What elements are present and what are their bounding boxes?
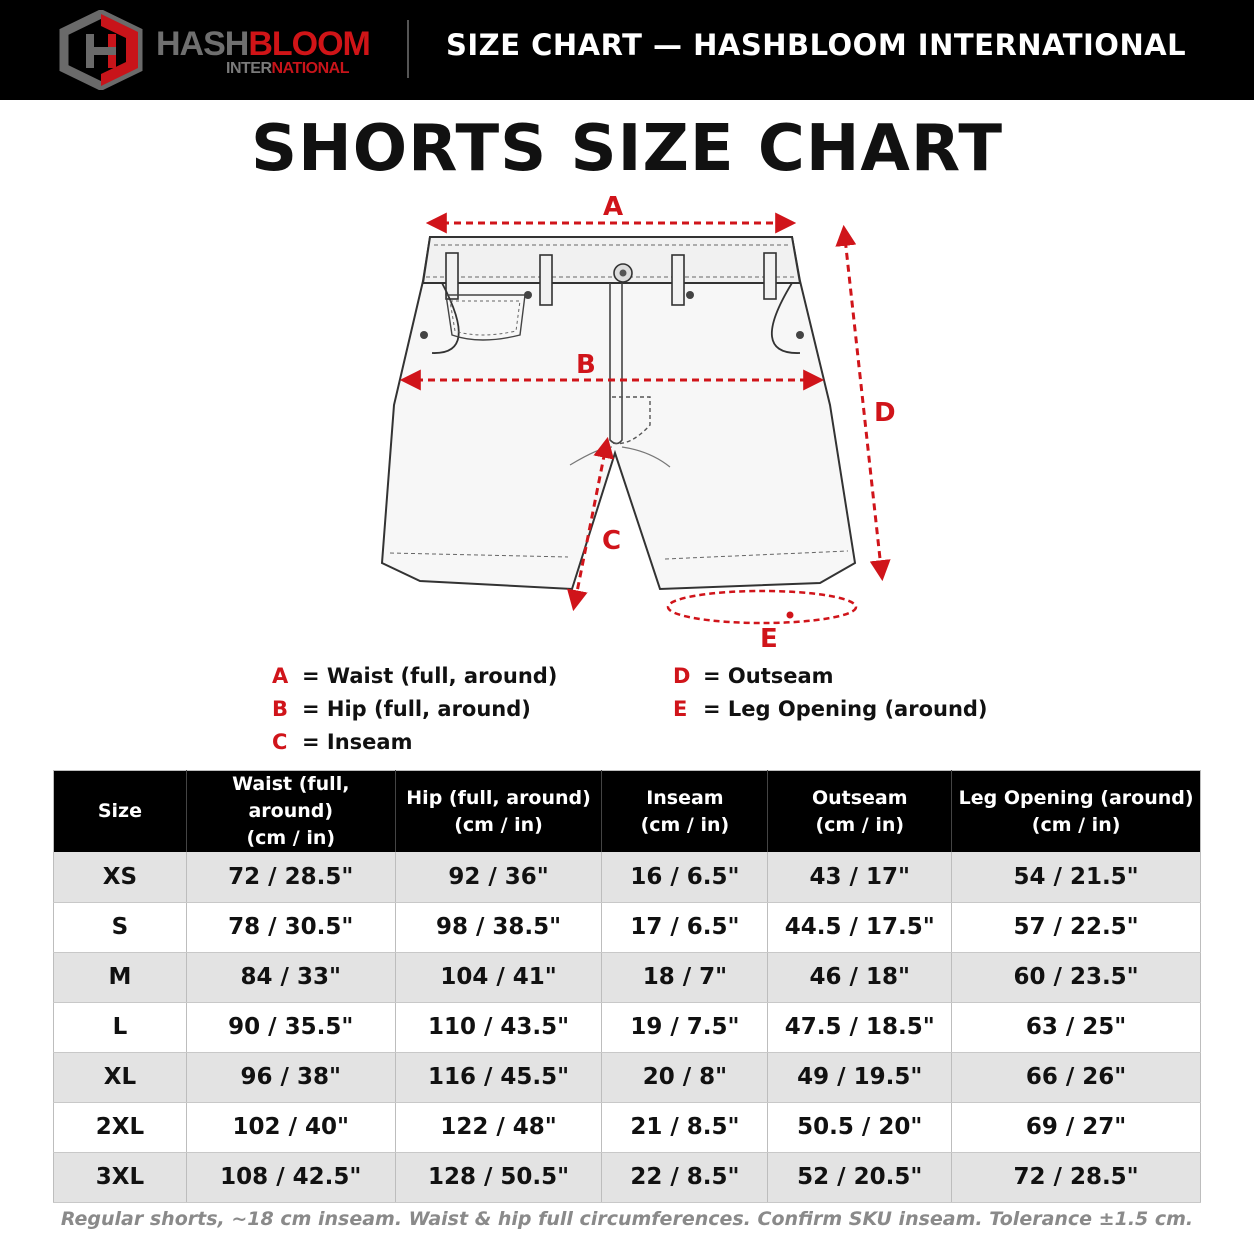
table-cell: 102 / 40" xyxy=(186,1102,395,1152)
table-cell: 122 / 48" xyxy=(395,1102,602,1152)
table-cell: 84 / 33" xyxy=(186,952,395,1002)
table-cell: 16 / 6.5" xyxy=(602,852,768,902)
table-cell: M xyxy=(54,952,187,1002)
legend-item-outseam: D = Outseam xyxy=(673,664,834,688)
column-header-outseam: Outseam (cm / in) xyxy=(768,771,952,853)
table-cell: 54 / 21.5" xyxy=(952,852,1201,902)
table-cell: 47.5 / 18.5" xyxy=(768,1002,952,1052)
table-cell: XL xyxy=(54,1052,187,1102)
legend-right xyxy=(673,660,988,726)
table-row xyxy=(54,1052,1201,1102)
table-cell: 90 / 35.5" xyxy=(186,1002,395,1052)
column-header-size: Size xyxy=(54,771,187,853)
table-row xyxy=(54,852,1201,902)
footnote: Regular shorts, ~18 cm inseam. Waist & hip full circumferences. Confirm SKU inseam. Tolerance ±1.5 cm. xyxy=(60,1208,1194,1230)
table-cell: 22 / 8.5" xyxy=(602,1152,768,1202)
logo-subtitle: INTERNATIONAL xyxy=(226,60,349,77)
table-row xyxy=(54,1152,1201,1202)
diagram-label-d: D xyxy=(874,398,896,428)
table-cell: 18 / 7" xyxy=(602,952,768,1002)
column-header-leg-opening: Leg Opening (around) (cm / in) xyxy=(952,771,1201,853)
diagram-label-a: A xyxy=(603,192,624,222)
logo-wordmark: HASHBLOOM xyxy=(156,25,370,63)
table-row xyxy=(54,952,1201,1002)
header-title: SIZE CHART — HASHBLOOM INTERNATIONAL xyxy=(446,28,1187,62)
table-cell: L xyxy=(54,1002,187,1052)
table-cell: 72 / 28.5" xyxy=(952,1152,1201,1202)
header-bar xyxy=(0,0,1254,100)
table-cell: 110 / 43.5" xyxy=(395,1002,602,1052)
table-cell: 128 / 50.5" xyxy=(395,1152,602,1202)
legend-item-leg-opening: E = Leg Opening (around) xyxy=(673,697,988,721)
size-table xyxy=(53,770,1201,1203)
table-row xyxy=(54,1002,1201,1052)
table-cell: 20 / 8" xyxy=(602,1052,768,1102)
legend-item-waist: A = Waist (full, around) xyxy=(272,664,558,688)
table-cell: 78 / 30.5" xyxy=(186,902,395,952)
table-cell: 46 / 18" xyxy=(768,952,952,1002)
table-cell: 60 / 23.5" xyxy=(952,952,1201,1002)
table-cell: 66 / 26" xyxy=(952,1052,1201,1102)
table-cell: 43 / 17" xyxy=(768,852,952,902)
table-cell: 98 / 38.5" xyxy=(395,902,602,952)
table-cell: 108 / 42.5" xyxy=(186,1152,395,1202)
table-cell: 63 / 25" xyxy=(952,1002,1201,1052)
table-cell: 96 / 38" xyxy=(186,1052,395,1102)
table-row xyxy=(54,1102,1201,1152)
page-title: SHORTS SIZE CHART xyxy=(251,112,1003,186)
table-cell: 116 / 45.5" xyxy=(395,1052,602,1102)
table-header-row xyxy=(54,771,1201,853)
table-row xyxy=(54,902,1201,952)
diagram-label-b: B xyxy=(576,350,596,380)
legend-left xyxy=(272,660,557,759)
table-cell: XS xyxy=(54,852,187,902)
brand-logo xyxy=(56,10,376,90)
table-cell: 50.5 / 20" xyxy=(768,1102,952,1152)
legend-item-hip: B = Hip (full, around) xyxy=(272,697,531,721)
table-cell: 57 / 22.5" xyxy=(952,902,1201,952)
leg-opening-ring xyxy=(668,591,856,623)
table-cell: 3XL xyxy=(54,1152,187,1202)
table-cell: 52 / 20.5" xyxy=(768,1152,952,1202)
table-cell: 72 / 28.5" xyxy=(186,852,395,902)
table-cell: 17 / 6.5" xyxy=(602,902,768,952)
table-cell: 104 / 41" xyxy=(395,952,602,1002)
column-header-hip: Hip (full, around) (cm / in) xyxy=(395,771,602,853)
header-divider xyxy=(407,20,409,78)
hexagon-logo-icon xyxy=(56,10,146,90)
diagram-label-c: C xyxy=(602,526,622,556)
legend-item-inseam: C = Inseam xyxy=(272,730,413,754)
shorts-diagram xyxy=(360,185,900,655)
table-cell: S xyxy=(54,902,187,952)
table-cell: 44.5 / 17.5" xyxy=(768,902,952,952)
table-cell: 2XL xyxy=(54,1102,187,1152)
column-header-waist: Waist (full, around) (cm / in) xyxy=(186,771,395,853)
diagram-label-e: E xyxy=(760,624,778,654)
table-cell: 19 / 7.5" xyxy=(602,1002,768,1052)
table-cell: 21 / 8.5" xyxy=(602,1102,768,1152)
table-cell: 49 / 19.5" xyxy=(768,1052,952,1102)
column-header-inseam: Inseam (cm / in) xyxy=(602,771,768,853)
table-cell: 69 / 27" xyxy=(952,1102,1201,1152)
table-cell: 92 / 36" xyxy=(395,852,602,902)
